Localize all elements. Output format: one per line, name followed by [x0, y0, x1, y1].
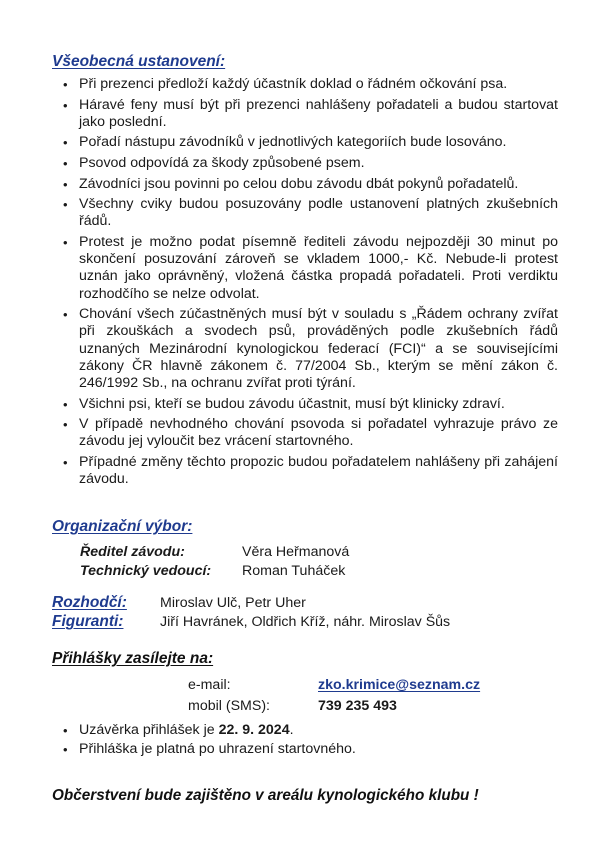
bullet-icon: • [63, 97, 68, 113]
phone-label: mobil (SMS): [188, 698, 270, 714]
judges-names: Miroslav Ulč, Petr Uher [160, 595, 306, 611]
list-item: • Uzávěrka přihlášek je 22. 9. 2024. [63, 722, 294, 738]
bullet-icon: • [63, 234, 68, 250]
list-item: • Háravé feny musí být při prezenci nahlášeny pořadateli a budou startovat jako poslední. [63, 96, 558, 130]
figurants-label: Figuranti: [52, 613, 124, 630]
list-item: • Závodníci jsou povinni po celou dobu závodu dbát pokynů pořadatelů. [63, 175, 519, 192]
general-rules-list [62, 76, 558, 492]
bullet-icon: • [63, 307, 68, 323]
email-label: e-mail: [188, 677, 231, 693]
list-item: • Případné změny těchto propozic budou pořadatelem nahlášeny při zahájení závodu. [63, 453, 558, 488]
bullet-icon: • [63, 396, 68, 412]
bullet-icon: • [63, 77, 68, 92]
bullet-icon: • [63, 417, 68, 433]
director-name: Věra Heřmanová [242, 544, 350, 560]
director-label: Ředitel závodu: [80, 544, 185, 560]
refreshments-note: Občerstvení bude zajištěno v areálu kynologického klubu ! [52, 787, 479, 804]
bullet-icon: • [63, 723, 68, 738]
bullet-icon: • [63, 197, 68, 213]
list-item: • Pořadí nástupu závodníků v jednotlivých kategoriích bude losováno. [63, 134, 507, 151]
bullet-icon: • [63, 741, 68, 757]
bullet-icon: • [63, 155, 68, 171]
deadline-date: 22. 9. 2024 [218, 722, 290, 738]
list-item: • Při prezenci předloží každý účastník doklad o řádném očkování psa. [63, 76, 508, 92]
technical-lead-name: Roman Tuháček [242, 563, 346, 579]
organizing-committee-heading: Organizační výbor: [52, 518, 193, 535]
list-item: • Všichni psi, kteří se budou závodu účastnit, musí být klinicky zdraví. [63, 395, 505, 412]
email-link[interactable]: zko.krimice@seznam.cz [318, 677, 481, 693]
list-item: • Přihláška je platná po uhrazení startovného. [63, 740, 356, 757]
list-item: • Všechny cviky budou posuzovány podle ustanovení platných zkušebních řádů. [63, 196, 558, 230]
list-item: • V případě nevhodného chování psovoda si pořadatel vyhrazuje právo ze závodu jej vyloučit bez vrácení startovného. [63, 416, 558, 450]
list-item: • Chování všech zúčastněných musí být v souladu s „Řádem ochrany zvířat při zkouškách a svodech psů, prováděných podle zkušebních řádů uznaných Mezinárodní kynologickou federací (FCI)“ a se souvisejícími zákony ČR hlavně zákonem č. 77/2004 Sb., kterým se mění zákon č. 246/1992 Sb., na ochranu zvířat proti týrání. [63, 306, 558, 391]
bullet-icon: • [63, 454, 68, 470]
phone-number: 739 235 493 [318, 698, 397, 714]
figurants-names: Jiří Havránek, Oldřich Kříž, náhr. Miroslav Šůs [160, 614, 451, 630]
general-provisions-heading: Všeobecná ustanovení: [52, 53, 226, 70]
judges-label: Rozhodčí: [52, 594, 127, 611]
applications-heading: Přihlášky zasílejte na: [52, 650, 214, 667]
technical-lead-label: Technický vedoucí: [80, 563, 212, 579]
list-item: • Protest je možno podat písemně řediteli závodu nejpozději 30 minut po skončení posuzování zároveň se vkladem 1000,- Kč. Nebude-li protest uznán jako oprávněný, vložená částka propadá pořadateli. Proti verdiktu rozhodčího se nelze odvolat. [63, 233, 558, 302]
list-item: • Psovod odpovídá za škody způsobené psem. [63, 154, 365, 171]
bullet-icon: • [63, 135, 68, 151]
bullet-icon: • [63, 176, 68, 192]
applications-notes-list [62, 722, 558, 759]
